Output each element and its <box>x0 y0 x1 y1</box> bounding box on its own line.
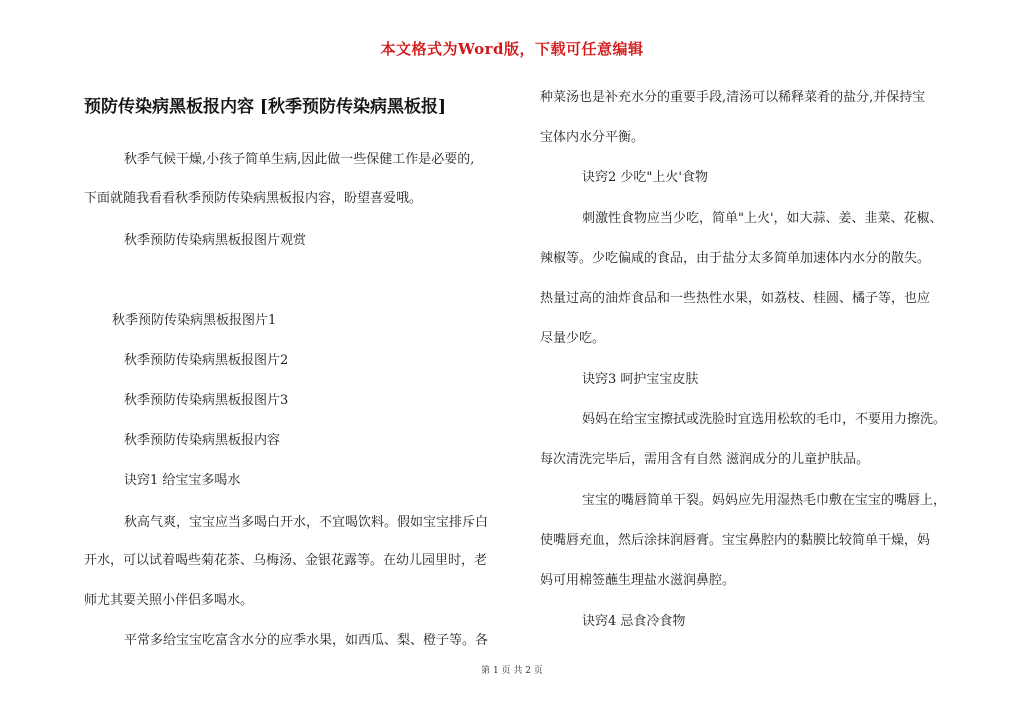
paragraph-line: 开水，可以试着喝些菊花茶、乌梅汤、金银花露等。在幼儿园里时，老 <box>84 553 488 568</box>
tip-heading: 诀窍4 忌食冷食物 <box>582 614 686 629</box>
paragraph-line: 秋高气爽，宝宝应当多喝白开水，不宜喝饮料。假如宝宝排斥白 <box>124 515 489 530</box>
paragraph-line: 下面就随我看看秋季预防传染病黑板报内容，盼望喜爱哦。 <box>84 191 423 206</box>
tip-heading: 诀窍3 呵护宝宝皮肤 <box>582 372 699 387</box>
paragraph-line: 妈妈在给宝宝擦拭或洗脸时宜选用松软的毛巾，不要用力擦洗。 <box>582 412 947 427</box>
paragraph-line: 辣椒等。少吃偏咸的食品，由于盐分太多简单加速体内水分的散失。 <box>540 251 931 266</box>
paragraph-line: 使嘴唇充血，然后涂抹润唇膏。宝宝鼻腔内的黏膜比较简单干燥，妈 <box>540 533 931 548</box>
paragraph-line: 宝体内水分平衡。 <box>540 130 645 145</box>
tip-heading: 诀窍1 给宝宝多喝水 <box>124 473 241 488</box>
paragraph-line: 平常多给宝宝吃富含水分的应季水果，如西瓜、梨、橙子等。各 <box>124 633 489 648</box>
image-caption: 秋季预防传染病黑板报图片3 <box>124 393 289 408</box>
document-title: 预防传染病黑板报内容 [秋季预防传染病黑板报] <box>84 97 447 117</box>
section-heading: 秋季预防传染病黑板报内容 <box>124 433 281 448</box>
paragraph-line: 宝宝的嘴唇简单干裂。妈妈应先用湿热毛巾敷在宝宝的嘴唇上， <box>582 493 947 508</box>
paragraph-line: 种菜汤也是补充水分的重要手段,清汤可以稀释菜肴的盐分,并保持宝 <box>540 90 926 105</box>
image-caption-heading: 秋季预防传染病黑板报图片观赏 <box>124 233 307 248</box>
paragraph-line: 秋季气候干燥,小孩子简单生病,因此做一些保健工作是必要的, <box>124 152 475 167</box>
word-version-banner: 本文格式为Word版，下载可任意编辑 <box>380 40 644 58</box>
paragraph-line: 师尤其要关照小伴侣多喝水。 <box>84 593 254 608</box>
tip-heading: 诀窍2 少吃"上火'食物 <box>582 170 708 185</box>
paragraph-line: 尽量少吃。 <box>540 331 606 346</box>
page-number-footer: 第 1 页 共 2 页 <box>481 666 543 676</box>
image-caption: 秋季预防传染病黑板报图片1 <box>112 313 277 328</box>
paragraph-line: 妈可用棉签蘸生理盐水滋润鼻腔。 <box>540 573 736 588</box>
paragraph-line: 热量过高的油炸食品和一些热性水果，如荔枝、桂圆、橘子等，也应 <box>540 291 931 306</box>
paragraph-line: 刺激性食物应当少吃，简单"上火'，如大蒜、姜、韭菜、花椒、 <box>582 211 943 226</box>
paragraph-line: 每次清洗完毕后，需用含有自然 滋润成分的儿童护肤品。 <box>540 452 870 467</box>
image-caption: 秋季预防传染病黑板报图片2 <box>124 353 289 368</box>
